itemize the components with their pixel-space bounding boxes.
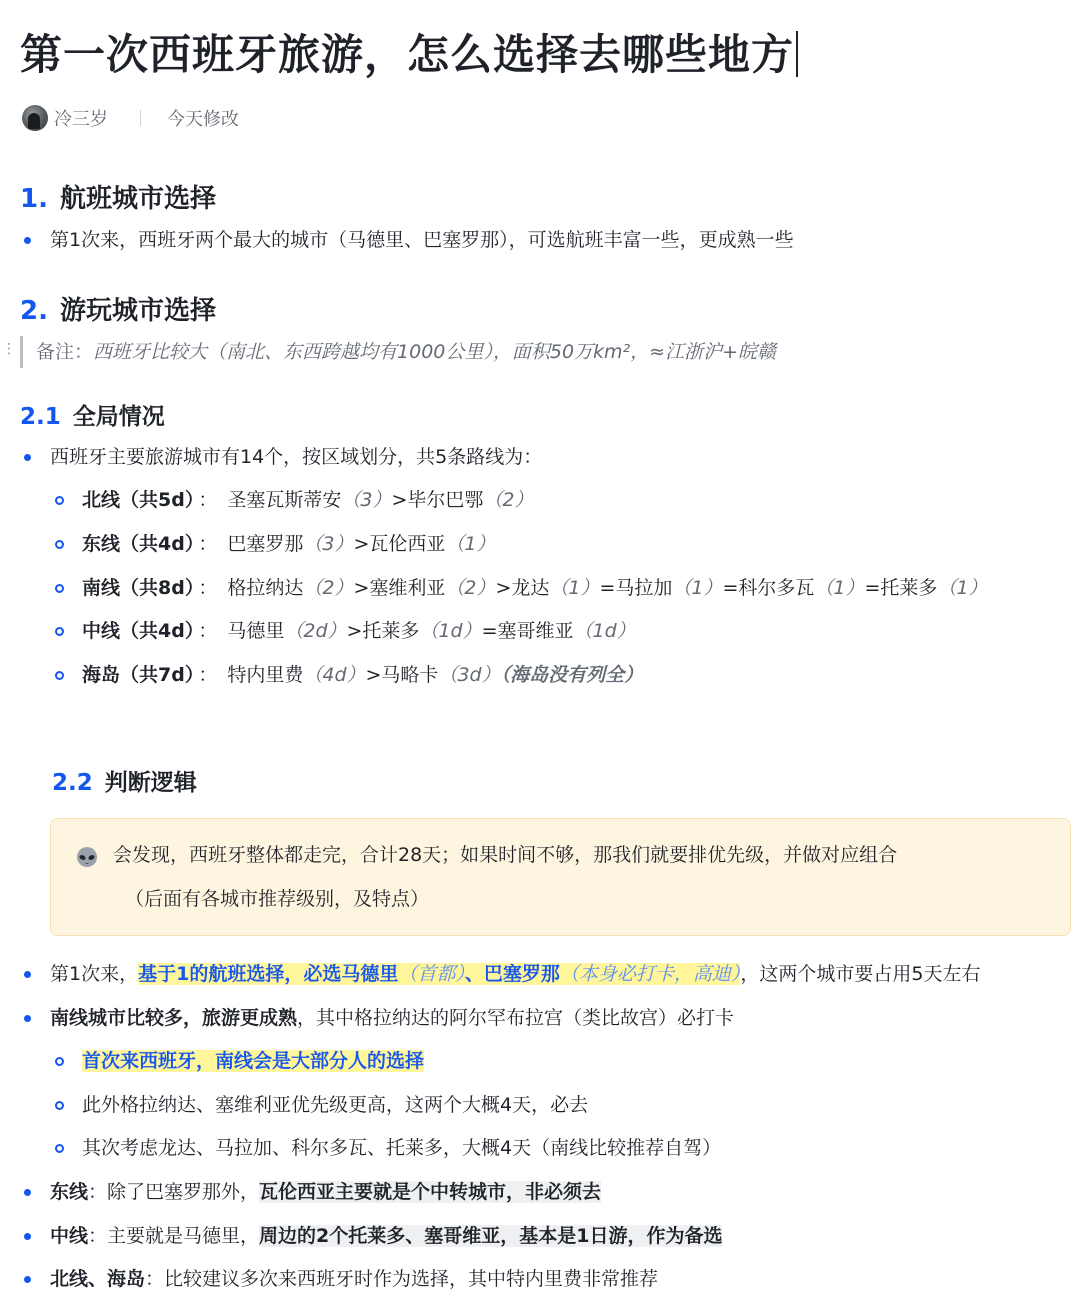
- note-text: 西班牙比较大（南北、东西跨越均有1000公里），面积50万km²，≈江浙沪+皖赣: [93, 341, 777, 363]
- route-city: =托莱多: [864, 577, 938, 599]
- bullet-dot: [24, 454, 31, 461]
- text-caret: [796, 31, 798, 77]
- sub-bullet-circle: [55, 1101, 64, 1110]
- author-name[interactable]: 冷三岁: [54, 109, 108, 130]
- list-item: 西班牙主要旅游城市有14个，按区域划分，共5条路线为：: [50, 446, 543, 468]
- route-days: （1d）: [573, 620, 636, 642]
- route-city: >瓦伦西亚: [353, 533, 446, 555]
- bullet-dot: [24, 237, 31, 244]
- heading-section-1: [20, 178, 216, 215]
- route-separator: ：: [198, 620, 218, 642]
- bold-text: 周边的2个托莱多、塞哥维亚，基本是1日游，作为备选: [259, 1225, 723, 1247]
- route-city: >托莱多: [346, 620, 420, 642]
- route-city: 巴塞罗那: [227, 533, 304, 555]
- heading-text: 全局情况: [72, 404, 165, 430]
- route-days: （2）: [303, 577, 354, 599]
- sub-list-item: 其次考虑龙达、马拉加、科尔多瓦、托莱多，大概4天（南线比较推荐自驾）: [82, 1137, 722, 1159]
- modified-time: 今天修改: [167, 109, 239, 130]
- page-title[interactable]: [20, 22, 798, 82]
- bold-text: 瓦伦西亚主要就是个中转城市，非必须去: [259, 1181, 602, 1203]
- highlight-text: 基于1的航班选择，必选马德里: [138, 963, 399, 985]
- bullet-dot: [24, 971, 31, 978]
- route-days: （2d）: [284, 620, 347, 642]
- route-name: 南线（共8d）: [82, 577, 195, 599]
- list-item: [50, 1222, 722, 1250]
- meta-divider: [140, 110, 141, 126]
- bold-text: 南线城市比较多，旅游更成熟: [50, 1007, 298, 1029]
- note-label: 备注：: [36, 341, 94, 363]
- sub-bullet-circle: [55, 1057, 64, 1066]
- route-separator: ：: [198, 533, 218, 555]
- bold-text: 东线: [50, 1181, 89, 1203]
- route-city: =马拉加: [599, 577, 673, 599]
- route-days: （4d）: [303, 664, 366, 686]
- route-days: （3）: [303, 533, 354, 555]
- heading-section-2-1: [20, 398, 165, 431]
- route-days: （海岛没有列全）: [500, 664, 644, 686]
- sub-bullet-circle: [55, 671, 64, 680]
- route-days: （2）: [483, 489, 534, 511]
- bold-text: 中线: [50, 1225, 89, 1247]
- list-item: 第1次来，西班牙两个最大的城市（马德里、巴塞罗那），可选航班丰富一些，更成熟一些: [50, 229, 794, 251]
- route-item: [82, 486, 533, 514]
- sub-bullet-circle: [55, 584, 64, 593]
- route-days: （1）: [937, 577, 988, 599]
- highlight-text: （首都）: [398, 963, 465, 985]
- route-days: （3d）: [438, 664, 501, 686]
- avatar[interactable]: [22, 105, 48, 131]
- route-city: =塞哥维亚: [481, 620, 574, 642]
- highlight-text: （本身必打卡，高迪）: [559, 963, 741, 985]
- list-item: [50, 960, 980, 988]
- bullet-dot: [24, 1015, 31, 1022]
- heading-number: 1.: [20, 184, 48, 214]
- route-city: =科尔多瓦: [722, 577, 815, 599]
- sub-bullet-circle: [55, 627, 64, 636]
- highlight-text: 、巴塞罗那: [464, 963, 560, 985]
- list-item: [50, 1004, 734, 1032]
- route-city: >塞维利亚: [353, 577, 446, 599]
- list-item: [50, 1265, 658, 1293]
- text-span: ，这两个城市要占用5天左右: [740, 963, 981, 985]
- highlight-text: 首次来西班牙，南线会是大部分人的选择: [82, 1050, 425, 1072]
- route-separator: ：: [198, 664, 218, 686]
- route-city: 圣塞瓦斯蒂安: [227, 489, 342, 511]
- route-city: 马德里: [227, 620, 285, 642]
- callout-box: [50, 818, 1071, 936]
- route-city: >毕尔巴鄂: [391, 489, 484, 511]
- sub-bullet-circle: [55, 1144, 64, 1153]
- sub-list-item: 此外格拉纳达、塞维利亚优先级更高，这两个大概4天，必去: [82, 1094, 589, 1116]
- sub-bullet-circle: [55, 540, 64, 549]
- text-span: ，其中格拉纳达的阿尔罕布拉宫（类比故宫）必打卡: [297, 1007, 735, 1029]
- heading-number: 2.2: [52, 770, 93, 796]
- route-name: 海岛（共7d）: [82, 664, 195, 686]
- quote-bar: [20, 336, 23, 368]
- route-city: 格拉纳达: [227, 577, 304, 599]
- route-days: （1d）: [419, 620, 482, 642]
- route-days: （2）: [445, 577, 496, 599]
- route-separator: ：: [198, 577, 218, 599]
- route-days: （1）: [445, 533, 496, 555]
- heading-text: 游玩城市选择: [59, 296, 216, 326]
- route-days: （1）: [814, 577, 865, 599]
- route-name: 东线（共4d）: [82, 533, 195, 555]
- heading-section-2-2: [52, 764, 197, 797]
- route-days: （3）: [341, 489, 392, 511]
- text-span: 第1次来，: [50, 963, 139, 985]
- text-span: ：除了巴塞罗那外，: [88, 1181, 260, 1203]
- heading-text: 航班城市选择: [59, 184, 216, 214]
- heading-section-2: [20, 290, 216, 327]
- alien-emoji-icon: [75, 847, 99, 869]
- route-item: [82, 530, 495, 558]
- bullet-dot: [24, 1189, 31, 1196]
- heading-number: 2.: [20, 296, 48, 326]
- quote-note: [36, 338, 776, 366]
- route-city: >龙达: [495, 577, 550, 599]
- doc-meta: [22, 104, 239, 132]
- sub-bullet-circle: [55, 496, 64, 505]
- callout-line-2: （后面有各城市推荐级别，及特点）: [125, 888, 430, 910]
- route-city: 特内里费: [227, 664, 304, 686]
- route-separator: ：: [198, 489, 218, 511]
- sub-list-item: [82, 1047, 424, 1075]
- text-span: ：主要就是马德里，: [88, 1225, 260, 1247]
- route-item: [82, 574, 988, 602]
- text-span: ：比较建议多次来西班牙时作为选择，其中特内里费非常推荐: [145, 1268, 659, 1290]
- route-name: 中线（共4d）: [82, 620, 195, 642]
- bold-text: 北线、海岛: [50, 1268, 146, 1290]
- page-title-text[interactable]: 第一次西班牙旅游，怎么选择去哪些地方: [20, 30, 795, 79]
- callout-line-1: 会发现，西班牙整体都走完，合计28天；如果时间不够，那我们就要排优先级，并做对应组合: [113, 844, 898, 866]
- route-name: 北线（共5d）: [82, 489, 195, 511]
- route-item: [82, 661, 643, 689]
- bullet-dot: [24, 1276, 31, 1283]
- drag-handle-icon[interactable]: ⋮: [2, 341, 16, 357]
- heading-text: 判断逻辑: [104, 770, 197, 796]
- route-item: [82, 617, 636, 645]
- heading-number: 2.1: [20, 404, 61, 430]
- bullet-dot: [24, 1233, 31, 1240]
- route-city: >马略卡: [365, 664, 439, 686]
- list-item: [50, 1178, 601, 1206]
- route-days: （1）: [549, 577, 600, 599]
- route-days: （1）: [672, 577, 723, 599]
